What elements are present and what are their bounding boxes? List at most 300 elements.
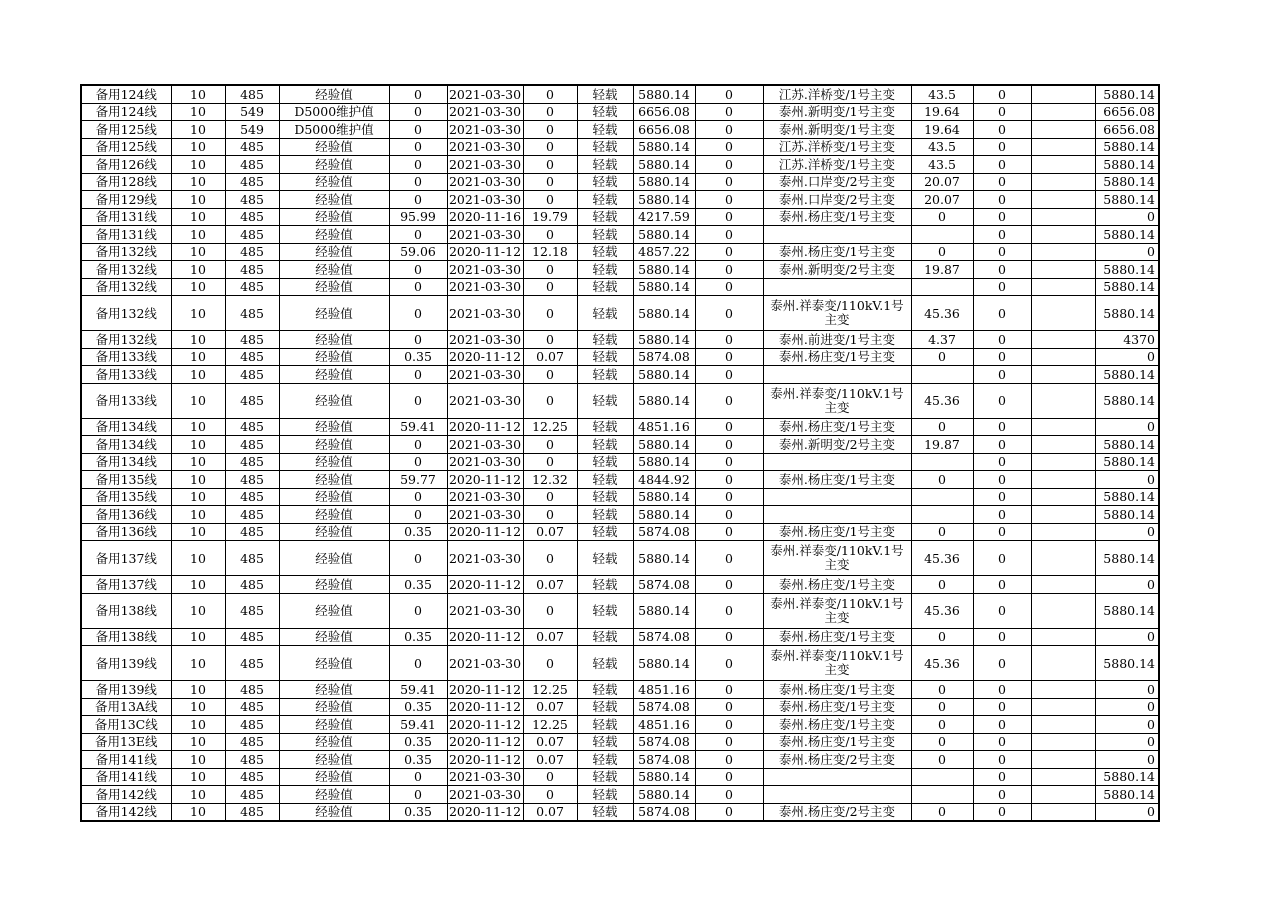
cell-load-status: 轻载 <box>577 208 633 226</box>
cell-col-10: 0 <box>695 296 763 331</box>
cell-capacity: 485 <box>225 628 279 646</box>
cell-value-source: 经验值 <box>279 471 389 489</box>
cell-capacity: 485 <box>225 681 279 699</box>
cell-date: 2020-11-12 <box>448 734 522 750</box>
cell-voltage: 10 <box>171 751 225 769</box>
cell-load-value: 0 <box>389 383 447 418</box>
cell-capacity: 485 <box>225 523 279 541</box>
cell-col-10: 0 <box>695 453 763 471</box>
cell-date: 2021-03-30 <box>448 174 522 190</box>
cell-transformer: 泰州.杨庄变/1号主变 <box>763 523 911 541</box>
cell-available: 0 <box>1095 733 1159 751</box>
cell-margin: 5880.14 <box>633 768 695 786</box>
cell-transformer: 泰州.祥泰变/110kV.1号主变 <box>763 593 911 628</box>
cell-available: 0 <box>1095 348 1159 366</box>
cell-line-name: 备用142线 <box>81 786 171 804</box>
cell-col-10: 0 <box>695 121 763 139</box>
cell-date: 2021-03-30 <box>447 541 523 576</box>
cell-load-status: 轻载 <box>577 366 633 384</box>
cell-date: 2021-03-30 <box>448 436 522 452</box>
cell-line-name: 备用132线 <box>81 331 171 349</box>
cell-transformer: 泰州.前进变/1号主变 <box>763 331 911 349</box>
cell-col-10: 0 <box>695 593 763 628</box>
cell-voltage: 10 <box>171 418 225 436</box>
cell-col-13: 0 <box>973 523 1031 541</box>
cell-line-name: 备用125线 <box>81 138 171 156</box>
cell-load-status: 轻载 <box>577 103 633 121</box>
cell-transformer-rate: 45.36 <box>911 541 973 576</box>
cell-load-status: 轻载 <box>577 156 633 174</box>
cell-load-value: 0 <box>389 506 447 524</box>
cell-load-rate: 0 <box>523 191 577 209</box>
cell-available: 5880.14 <box>1095 786 1159 804</box>
cell-line-name: 备用129线 <box>81 191 171 209</box>
cell-voltage: 10 <box>171 506 225 524</box>
cell-capacity: 485 <box>225 453 279 471</box>
cell-value-source: 经验值 <box>279 366 389 384</box>
cell-transformer: 泰州.祥泰变/110kV.1号主变 <box>763 541 911 576</box>
cell-transformer: 泰州.杨庄变/1号主变 <box>763 628 911 646</box>
table-row <box>81 786 1159 804</box>
cell-value-source: 经验值 <box>279 768 389 786</box>
cell-voltage: 10 <box>171 85 225 103</box>
cell-load-rate: 0 <box>523 103 577 121</box>
cell-transformer: 泰州.祥泰变/110kV.1号主变 <box>763 383 911 418</box>
cell-line-name: 备用132线 <box>81 278 171 296</box>
cell-available: 5880.14 <box>1095 226 1159 244</box>
cell-capacity: 485 <box>225 296 279 331</box>
cell-col-13: 0 <box>973 243 1031 261</box>
cell-line-name: 备用128线 <box>81 173 171 191</box>
table-row <box>81 803 1159 821</box>
cell-transformer: 泰州.新明变/1号主变 <box>763 121 911 139</box>
cell-transformer: 泰州.新明变/2号主变 <box>763 261 911 279</box>
cell-load-rate: 0 <box>523 85 577 103</box>
cell-voltage: 10 <box>171 208 225 226</box>
cell-transformer-rate: 0 <box>911 523 973 541</box>
cell-date: 2021-03-30 <box>448 104 522 120</box>
cell-col-10: 0 <box>695 85 763 103</box>
table-row <box>81 436 1159 454</box>
cell-transformer-rate: 20.07 <box>911 173 973 191</box>
cell-capacity: 485 <box>225 208 279 226</box>
cell-transformer-rate: 0 <box>911 803 973 821</box>
table-row <box>81 278 1159 296</box>
cell-available: 0 <box>1095 471 1159 489</box>
cell-margin: 5874.08 <box>633 348 695 366</box>
cell-value-source: 经验值 <box>279 261 389 279</box>
cell-transformer: 泰州.杨庄变/2号主变 <box>763 751 911 769</box>
cell-available: 0 <box>1095 698 1159 716</box>
table-row <box>81 716 1159 734</box>
cell-voltage: 10 <box>171 226 225 244</box>
cell-capacity: 485 <box>225 191 279 209</box>
cell-col-14 <box>1031 85 1095 103</box>
cell-load-rate: 0 <box>523 506 577 524</box>
cell-transformer: 泰州.杨庄变/2号主变 <box>763 803 911 821</box>
cell-transformer: 泰州.杨庄变/1号主变 <box>763 418 911 436</box>
cell-value-source: 经验值 <box>279 348 389 366</box>
cell-col-13: 0 <box>973 121 1031 139</box>
table-row <box>81 733 1159 751</box>
cell-line-name: 备用138线 <box>81 628 171 646</box>
cell-value-source: 经验值 <box>279 138 389 156</box>
cell-load-value: 0 <box>389 85 447 103</box>
cell-voltage: 10 <box>171 366 225 384</box>
cell-margin: 4844.92 <box>633 471 695 489</box>
cell-transformer: 泰州.新明变/1号主变 <box>763 103 911 121</box>
cell-date: 2020-11-12 <box>448 804 522 820</box>
cell-transformer-rate: 0 <box>911 576 973 594</box>
cell-voltage: 10 <box>171 803 225 821</box>
cell-margin: 5874.08 <box>633 733 695 751</box>
cell-load-rate: 0 <box>523 121 577 139</box>
table-row <box>81 383 1159 418</box>
cell-available: 0 <box>1095 716 1159 734</box>
cell-line-name: 备用134线 <box>81 418 171 436</box>
cell-line-name: 备用134线 <box>81 436 171 454</box>
cell-value-source: D5000维护值 <box>279 103 389 121</box>
cell-transformer-rate <box>911 226 973 244</box>
cell-load-value: 0 <box>389 768 447 786</box>
cell-available: 0 <box>1095 243 1159 261</box>
cell-date: 2020-11-12 <box>448 576 522 592</box>
cell-col-10: 0 <box>695 103 763 121</box>
cell-margin: 5874.08 <box>633 698 695 716</box>
table-row <box>81 768 1159 786</box>
cell-col-10: 0 <box>695 628 763 646</box>
cell-load-status: 轻载 <box>577 296 633 331</box>
cell-col-14 <box>1031 786 1095 804</box>
cell-value-source: 经验值 <box>279 733 389 751</box>
cell-transformer-rate <box>911 786 973 804</box>
cell-capacity: 485 <box>225 593 279 628</box>
cell-capacity: 549 <box>225 121 279 139</box>
cell-voltage: 10 <box>171 768 225 786</box>
cell-value-source: 经验值 <box>279 418 389 436</box>
cell-value-source: 经验值 <box>279 628 389 646</box>
cell-load-rate: 12.25 <box>523 418 577 436</box>
cell-capacity: 485 <box>225 348 279 366</box>
cell-load-status: 轻载 <box>577 786 633 804</box>
cell-load-rate: 0.07 <box>523 803 577 821</box>
cell-col-13: 0 <box>973 751 1031 769</box>
cell-date: 2021-03-30 <box>448 121 522 137</box>
cell-available: 5880.14 <box>1095 436 1159 454</box>
cell-col-14 <box>1031 593 1095 628</box>
cell-voltage: 10 <box>171 593 225 628</box>
cell-col-10: 0 <box>695 366 763 384</box>
cell-capacity: 485 <box>225 576 279 594</box>
cell-load-value: 0 <box>389 173 447 191</box>
cell-margin: 5880.14 <box>633 593 695 628</box>
table-row <box>81 226 1159 244</box>
cell-col-13: 0 <box>973 681 1031 699</box>
cell-capacity: 485 <box>225 751 279 769</box>
cell-margin: 6656.08 <box>633 103 695 121</box>
cell-voltage: 10 <box>171 681 225 699</box>
cell-voltage: 10 <box>171 523 225 541</box>
cell-date: 2021-03-30 <box>448 489 522 505</box>
cell-transformer: 泰州.杨庄变/1号主变 <box>763 716 911 734</box>
cell-col-10: 0 <box>695 733 763 751</box>
cell-transformer-rate: 0 <box>911 418 973 436</box>
cell-load-value: 0.35 <box>389 733 447 751</box>
cell-line-name: 备用126线 <box>81 156 171 174</box>
cell-load-rate: 0.07 <box>523 348 577 366</box>
cell-load-status: 轻载 <box>577 173 633 191</box>
cell-available: 5880.14 <box>1095 488 1159 506</box>
cell-line-name: 备用132线 <box>81 243 171 261</box>
cell-load-status: 轻载 <box>577 278 633 296</box>
cell-transformer-rate: 45.36 <box>911 593 973 628</box>
cell-value-source: 经验值 <box>279 541 389 576</box>
cell-capacity: 485 <box>225 541 279 576</box>
cell-date: 2020-11-12 <box>448 699 522 715</box>
cell-col-10: 0 <box>695 226 763 244</box>
cell-load-rate: 0 <box>523 593 577 628</box>
cell-col-14 <box>1031 698 1095 716</box>
cell-value-source: 经验值 <box>279 436 389 454</box>
cell-load-rate: 0 <box>523 226 577 244</box>
cell-date: 2021-03-30 <box>448 331 522 347</box>
cell-capacity: 485 <box>225 506 279 524</box>
cell-col-13: 0 <box>973 296 1031 331</box>
cell-load-status: 轻载 <box>577 436 633 454</box>
cell-date: 2020-11-12 <box>448 244 522 260</box>
cell-col-10: 0 <box>695 191 763 209</box>
cell-load-value: 0 <box>389 191 447 209</box>
cell-load-status: 轻载 <box>577 348 633 366</box>
cell-col-14 <box>1031 453 1095 471</box>
cell-capacity: 485 <box>225 261 279 279</box>
cell-margin: 5880.14 <box>633 173 695 191</box>
cell-col-14 <box>1031 751 1095 769</box>
table-row <box>81 348 1159 366</box>
cell-line-name: 备用139线 <box>81 646 171 681</box>
cell-col-14 <box>1031 366 1095 384</box>
cell-load-value: 0.35 <box>389 523 447 541</box>
cell-margin: 5880.14 <box>633 138 695 156</box>
cell-margin: 5874.08 <box>633 523 695 541</box>
cell-load-value: 0 <box>389 488 447 506</box>
cell-value-source: 经验值 <box>279 488 389 506</box>
cell-capacity: 485 <box>225 436 279 454</box>
cell-transformer-rate <box>911 506 973 524</box>
table-row <box>81 471 1159 489</box>
cell-transformer-rate: 45.36 <box>911 646 973 681</box>
cell-load-status: 轻载 <box>577 121 633 139</box>
cell-load-status: 轻载 <box>577 226 633 244</box>
cell-transformer: 泰州.祥泰变/110kV.1号主变 <box>763 646 911 681</box>
cell-col-13: 0 <box>973 488 1031 506</box>
cell-col-13: 0 <box>973 103 1031 121</box>
cell-col-13: 0 <box>973 278 1031 296</box>
cell-voltage: 10 <box>171 383 225 418</box>
cell-load-rate: 0 <box>523 138 577 156</box>
cell-line-name: 备用133线 <box>81 366 171 384</box>
cell-col-10: 0 <box>695 471 763 489</box>
cell-transformer-rate: 19.87 <box>911 261 973 279</box>
cell-col-13: 0 <box>973 208 1031 226</box>
table-row <box>81 628 1159 646</box>
table-row <box>81 121 1159 139</box>
cell-transformer-rate: 4.37 <box>911 331 973 349</box>
cell-value-source: 经验值 <box>279 646 389 681</box>
cell-load-value: 0 <box>389 453 447 471</box>
cell-margin: 5880.14 <box>633 261 695 279</box>
cell-margin: 5880.14 <box>633 331 695 349</box>
cell-col-13: 0 <box>973 803 1031 821</box>
cell-capacity: 485 <box>225 138 279 156</box>
cell-col-10: 0 <box>695 681 763 699</box>
cell-available: 0 <box>1095 418 1159 436</box>
cell-transformer <box>763 278 911 296</box>
cell-load-rate: 0 <box>523 331 577 349</box>
cell-voltage: 10 <box>171 331 225 349</box>
cell-col-13: 0 <box>973 156 1031 174</box>
cell-voltage: 10 <box>171 786 225 804</box>
cell-date: 2021-03-30 <box>447 296 523 331</box>
cell-value-source: 经验值 <box>279 453 389 471</box>
cell-available: 0 <box>1095 681 1159 699</box>
cell-col-14 <box>1031 173 1095 191</box>
cell-col-10: 0 <box>695 576 763 594</box>
cell-voltage: 10 <box>171 191 225 209</box>
cell-date: 2020-11-12 <box>448 629 522 645</box>
cell-transformer: 泰州.口岸变/2号主变 <box>763 173 911 191</box>
cell-load-status: 轻载 <box>577 523 633 541</box>
cell-margin: 5880.14 <box>633 436 695 454</box>
cell-capacity: 485 <box>225 226 279 244</box>
cell-col-14 <box>1031 261 1095 279</box>
cell-line-name: 备用125线 <box>81 121 171 139</box>
cell-line-name: 备用142线 <box>81 803 171 821</box>
cell-load-status: 轻载 <box>577 506 633 524</box>
cell-load-status: 轻载 <box>577 803 633 821</box>
cell-col-14 <box>1031 471 1095 489</box>
cell-margin: 5880.14 <box>633 85 695 103</box>
cell-transformer: 泰州.杨庄变/1号主变 <box>763 576 911 594</box>
cell-margin: 5874.08 <box>633 628 695 646</box>
cell-transformer-rate: 0 <box>911 698 973 716</box>
cell-col-13: 0 <box>973 418 1031 436</box>
table-row <box>81 191 1159 209</box>
cell-date: 2020-11-12 <box>448 681 522 697</box>
cell-col-14 <box>1031 628 1095 646</box>
cell-voltage: 10 <box>171 348 225 366</box>
cell-voltage: 10 <box>171 156 225 174</box>
cell-col-14 <box>1031 523 1095 541</box>
cell-transformer-rate: 0 <box>911 628 973 646</box>
cell-col-10: 0 <box>695 436 763 454</box>
cell-line-name: 备用136线 <box>81 506 171 524</box>
cell-col-14 <box>1031 278 1095 296</box>
cell-load-status: 轻载 <box>577 768 633 786</box>
cell-capacity: 485 <box>225 698 279 716</box>
cell-available: 0 <box>1095 208 1159 226</box>
cell-value-source: 经验值 <box>279 593 389 628</box>
cell-transformer: 泰州.杨庄变/1号主变 <box>763 243 911 261</box>
cell-voltage: 10 <box>171 436 225 454</box>
cell-load-rate: 12.32 <box>523 471 577 489</box>
cell-available: 5880.14 <box>1095 768 1159 786</box>
cell-available: 0 <box>1095 751 1159 769</box>
cell-date: 2021-03-30 <box>448 86 522 102</box>
cell-load-rate: 0.07 <box>523 576 577 594</box>
cell-col-13: 0 <box>973 173 1031 191</box>
cell-col-13: 0 <box>973 261 1031 279</box>
cell-value-source: 经验值 <box>279 243 389 261</box>
cell-load-status: 轻载 <box>577 751 633 769</box>
cell-col-14 <box>1031 681 1095 699</box>
cell-transformer-rate: 0 <box>911 681 973 699</box>
cell-load-value: 0.35 <box>389 698 447 716</box>
cell-value-source: 经验值 <box>279 331 389 349</box>
cell-date: 2020-11-12 <box>448 524 522 540</box>
cell-col-10: 0 <box>695 331 763 349</box>
cell-load-value: 0 <box>389 261 447 279</box>
cell-capacity: 485 <box>225 471 279 489</box>
cell-available: 5880.14 <box>1095 383 1159 418</box>
cell-date: 2021-03-30 <box>447 593 523 628</box>
cell-col-14 <box>1031 138 1095 156</box>
cell-transformer: 泰州.杨庄变/1号主变 <box>763 348 911 366</box>
cell-voltage: 10 <box>171 121 225 139</box>
cell-date: 2021-03-30 <box>448 191 522 207</box>
cell-col-13: 0 <box>973 85 1031 103</box>
cell-load-rate: 19.79 <box>523 208 577 226</box>
cell-voltage: 10 <box>171 628 225 646</box>
cell-available: 0 <box>1095 523 1159 541</box>
cell-margin: 4217.59 <box>633 208 695 226</box>
cell-load-rate: 0 <box>523 383 577 418</box>
cell-voltage: 10 <box>171 296 225 331</box>
cell-value-source: 经验值 <box>279 681 389 699</box>
cell-margin: 5880.14 <box>633 278 695 296</box>
cell-line-name: 备用13E线 <box>81 733 171 751</box>
cell-margin: 5880.14 <box>633 383 695 418</box>
cell-load-value: 0 <box>389 103 447 121</box>
cell-capacity: 485 <box>225 156 279 174</box>
cell-available: 5880.14 <box>1095 138 1159 156</box>
cell-col-13: 0 <box>973 226 1031 244</box>
cell-available: 5880.14 <box>1095 453 1159 471</box>
table-row <box>81 85 1159 103</box>
cell-available: 0 <box>1095 803 1159 821</box>
cell-col-10: 0 <box>695 138 763 156</box>
cell-value-source: 经验值 <box>279 523 389 541</box>
table-row <box>81 751 1159 769</box>
cell-margin: 5874.08 <box>633 803 695 821</box>
cell-margin: 4857.22 <box>633 243 695 261</box>
cell-load-status: 轻载 <box>577 453 633 471</box>
cell-transformer: 泰州.杨庄变/1号主变 <box>763 471 911 489</box>
cell-date: 2021-03-30 <box>447 646 523 681</box>
cell-transformer: 江苏.洋桥变/1号主变 <box>763 138 911 156</box>
cell-capacity: 485 <box>225 85 279 103</box>
cell-load-rate: 0.07 <box>523 733 577 751</box>
cell-line-name: 备用135线 <box>81 471 171 489</box>
cell-transformer: 泰州.新明变/2号主变 <box>763 436 911 454</box>
cell-col-14 <box>1031 296 1095 331</box>
table-row <box>81 418 1159 436</box>
cell-line-name: 备用131线 <box>81 226 171 244</box>
cell-available: 5880.14 <box>1095 593 1159 628</box>
cell-transformer-rate: 43.5 <box>911 85 973 103</box>
cell-col-13: 0 <box>973 348 1031 366</box>
cell-margin: 4851.16 <box>633 716 695 734</box>
